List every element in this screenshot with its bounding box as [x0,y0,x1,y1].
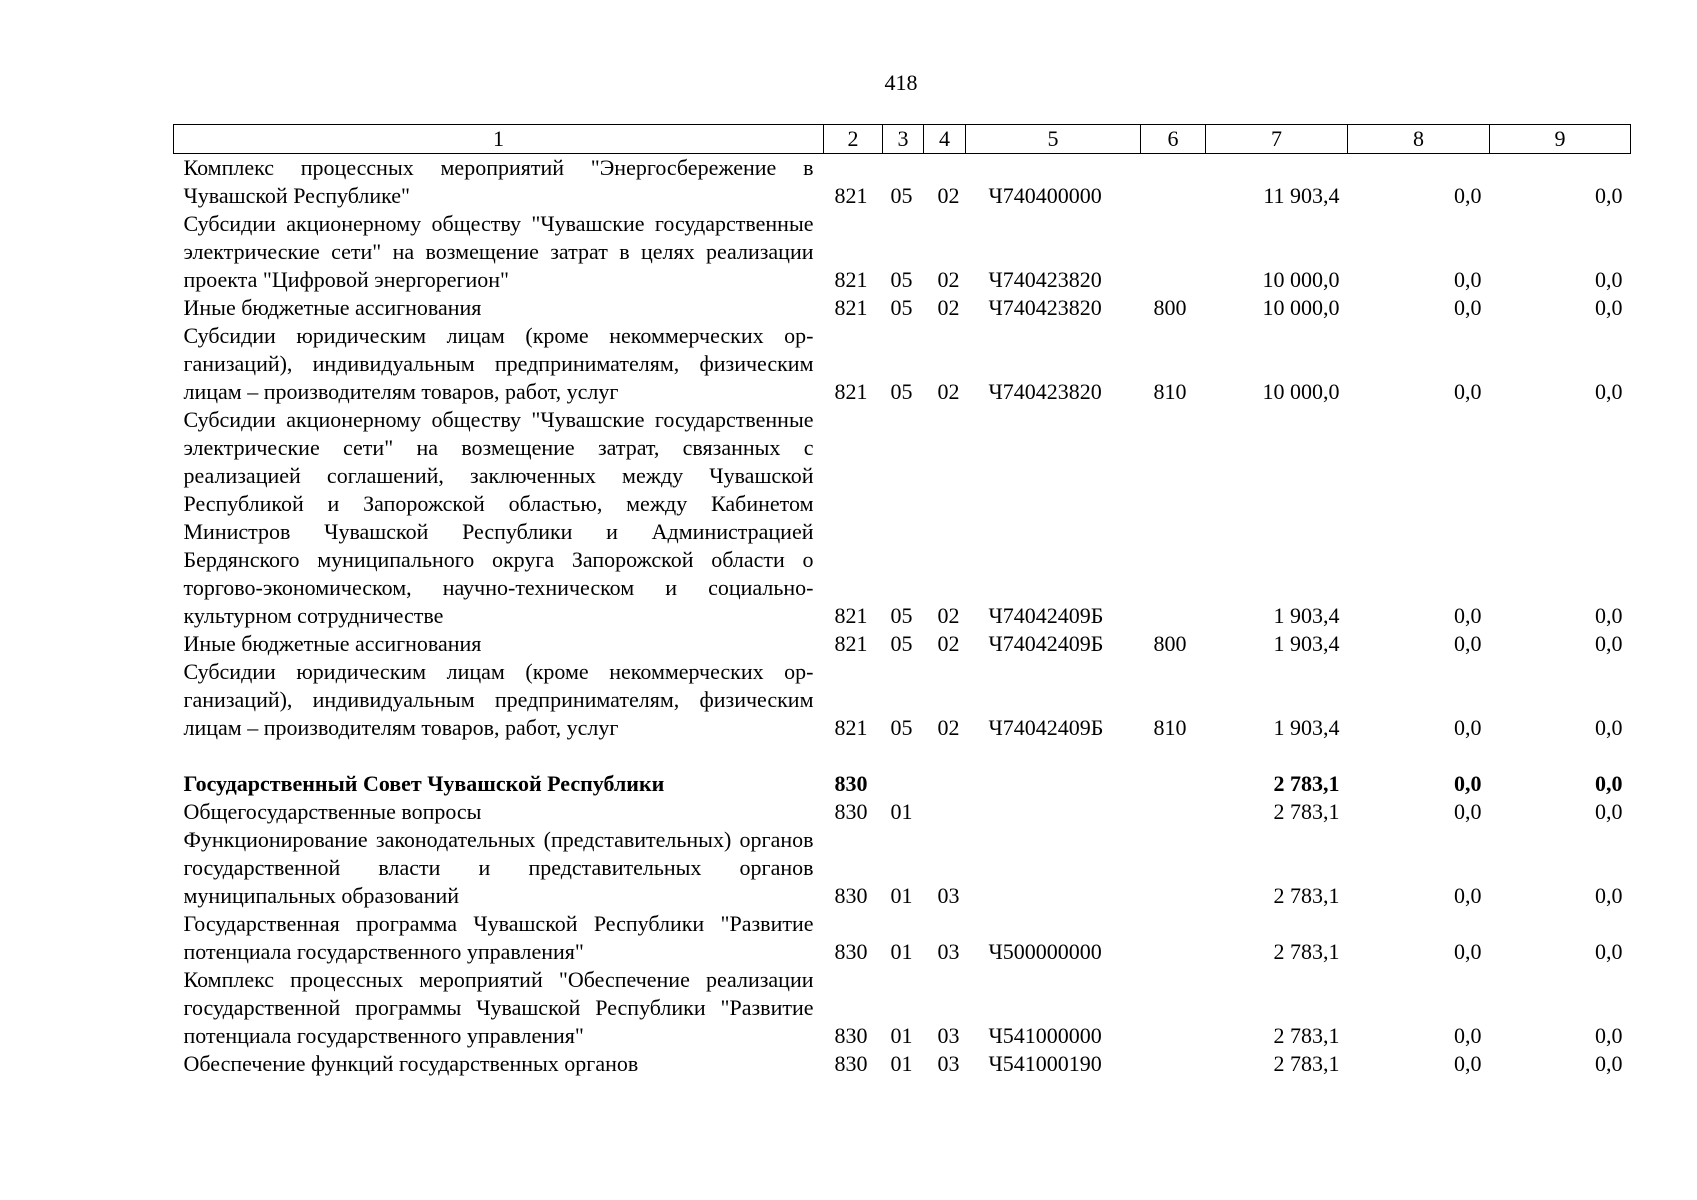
row-amount-col8: 0,0 [1454,715,1482,740]
row-amount-col9: 0,0 [1595,771,1623,796]
row-amount-col8: 0,0 [1454,631,1482,656]
header-col-9: 9 [1490,125,1631,154]
table-row [174,798,1631,826]
header-col-4: 4 [924,125,966,154]
row-amount-col8: 0,0 [1454,603,1482,628]
row-expense-type [1141,1050,1206,1078]
row-amount-col7: 2 783,1 [1273,1023,1340,1048]
row-subsection-code [924,770,966,798]
row-ved-code: 830 [834,771,868,796]
table-row [174,294,1631,322]
table-header [174,125,1631,154]
row-subsection-code: 02 [937,379,960,404]
table-row [174,210,1631,294]
table-row [174,1050,1631,1078]
row-target-article: Ч740423820 [988,295,1102,320]
row-amount-col7: 2 783,1 [1273,771,1340,796]
row-amount-col9: 0,0 [1595,183,1623,208]
row-expense-type: 800 [1153,295,1187,320]
row-amount-col9: 0,0 [1595,603,1623,628]
row-amount-col7: 10 000,0 [1262,295,1340,320]
row-section-code: 01 [890,883,913,908]
header-col-2: 2 [824,125,883,154]
row-subsection-code: 02 [937,631,960,656]
row-amount-col9: 0,0 [1595,295,1623,320]
table-row [174,658,1631,742]
row-name: Обеспечение функций государственных органов [183,1051,639,1076]
row-ved-code: 830 [834,939,868,964]
row-amount-col9: 0,0 [1595,715,1623,740]
row-target-article: Ч740423820 [988,267,1102,292]
row-target-article [966,770,1141,798]
row-section-code: 05 [890,295,913,320]
row-expense-type: 810 [1153,379,1187,404]
row-amount-col9: 0,0 [1595,1023,1623,1048]
row-ved-code: 821 [834,379,868,404]
row-subsection-code: 02 [937,295,960,320]
row-amount-col7: 1 903,4 [1273,715,1340,740]
row-name: Субсидии акционерному обществу "Чувашские государственные электрические сети" на возмещение затрат, связанных с реализацией соглашений, заключенных между Чувашской Республикой и Запорожской областью, между Кабинетом Министров Чувашской Республики и Администрацией Бердянского муниципального округа Запорожской области о торгово-экономическом, научно-техническом и социально-культурном сотрудничестве [183,407,814,628]
row-amount-col8: 0,0 [1454,295,1482,320]
row-amount-col7: 10 000,0 [1262,267,1340,292]
row-ved-code: 830 [834,799,868,824]
row-name: Государственный Совет Чувашской Республики [183,771,665,796]
row-ved-code: 821 [834,183,868,208]
row-ved-code: 821 [834,295,868,320]
row-section-code [883,770,924,798]
row-section-code: 05 [890,631,913,656]
row-amount-col9: 0,0 [1595,379,1623,404]
row-section-code: 05 [890,715,913,740]
header-col-3: 3 [883,125,924,154]
row-section-code: 05 [890,183,913,208]
row-amount-col8: 0,0 [1454,939,1482,964]
header-col-6: 6 [1141,125,1206,154]
row-target-article: Ч740400000 [988,183,1102,208]
table-body [174,154,1631,1079]
table-row [174,966,1631,1050]
row-amount-col7: 10 000,0 [1262,379,1340,404]
row-expense-type [1141,210,1206,294]
row-name: Субсидии юридическим лицам (кроме некоммерческих организаций), индивидуальным предпринимателям, физическим лицам – производителям товаров, работ, услуг [183,323,814,404]
row-amount-col7: 2 783,1 [1273,939,1340,964]
row-amount-col7: 1 903,4 [1273,631,1340,656]
header-col-5: 5 [966,125,1141,154]
row-amount-col9: 0,0 [1595,883,1623,908]
table-row [174,630,1631,658]
row-amount-col8: 0,0 [1454,799,1482,824]
row-section-code: 01 [890,939,913,964]
row-target-article: Ч500000000 [988,939,1102,964]
row-target-article: Ч74042409Б [988,631,1104,656]
row-subsection-code: 02 [937,183,960,208]
row-subsection-code: 02 [937,267,960,292]
row-ved-code: 821 [834,603,868,628]
row-target-article: Ч541000190 [988,1051,1102,1076]
row-ved-code: 821 [834,715,868,740]
row-amount-col9: 0,0 [1595,799,1623,824]
row-subsection-code: 03 [937,939,960,964]
row-subsection-code: 03 [937,1023,960,1048]
row-section-code: 01 [890,799,913,824]
page-number: 418 [884,70,918,95]
row-name: Государственная программа Чувашской Республики "Развитие потенциала государственного управления" [183,911,814,964]
row-amount-col7: 2 783,1 [1273,883,1340,908]
table-row [174,770,1631,798]
header-col-8: 8 [1348,125,1490,154]
row-subsection-code: 02 [937,715,960,740]
header-col-7: 7 [1206,125,1348,154]
header-col-1: 1 [174,125,824,154]
row-expense-type [1141,154,1206,211]
spacer-cell [174,742,1631,770]
row-name: Комплекс процессных мероприятий "Обеспечение реализации государственной программы Чувашской Республики "Развитие потенциала государственного управления" [183,967,814,1048]
row-expense-type [1141,910,1206,966]
row-ved-code: 830 [834,1023,868,1048]
row-amount-col8: 0,0 [1454,883,1482,908]
table-row [174,406,1631,630]
row-section-code: 05 [890,379,913,404]
row-amount-col9: 0,0 [1595,631,1623,656]
row-amount-col8: 0,0 [1454,771,1482,796]
table-row [174,322,1631,406]
row-target-article: Ч74042409Б [988,603,1104,628]
row-expense-type [1141,826,1206,910]
row-ved-code: 830 [834,1051,868,1076]
row-target-article: Ч541000000 [988,1023,1102,1048]
row-name: Субсидии акционерному обществу "Чувашские государственные электрические сети" на возмещение затрат в целях реализации проекта "Цифровой энергорегион" [183,211,814,292]
row-name: Функционирование законодательных (представительных) органов государственной власти и представительных органов муниципальных образований [183,827,814,908]
row-amount-col9: 0,0 [1595,1051,1623,1076]
row-name: Субсидии юридическим лицам (кроме некоммерческих организаций), индивидуальным предпринимателям, физическим лицам – производителям товаров, работ, услуг [183,659,814,740]
row-expense-type [1141,406,1206,630]
row-subsection-code [924,798,966,826]
row-amount-col8: 0,0 [1454,1051,1482,1076]
row-ved-code: 821 [834,631,868,656]
row-subsection-code: 03 [937,1051,960,1076]
row-subsection-code: 03 [937,883,960,908]
header-row [174,125,1631,154]
row-section-code: 01 [890,1023,913,1048]
row-expense-type [1141,966,1206,1050]
row-name: Общегосударственные вопросы [183,799,482,824]
budget-table [173,124,1631,1078]
row-amount-col8: 0,0 [1454,379,1482,404]
row-expense-type: 810 [1153,715,1187,740]
row-subsection-code: 02 [937,603,960,628]
table-row [174,910,1631,966]
row-expense-type [1141,770,1206,798]
row-expense-type [1141,798,1206,826]
row-target-article [966,826,1141,910]
row-amount-col8: 0,0 [1454,183,1482,208]
row-amount-col7: 2 783,1 [1273,799,1340,824]
row-expense-type: 800 [1153,631,1187,656]
row-amount-col8: 0,0 [1454,1023,1482,1048]
row-target-article: Ч74042409Б [988,715,1104,740]
table-row [174,826,1631,910]
row-ved-code: 821 [834,267,868,292]
row-ved-code: 830 [834,883,868,908]
table-row [174,154,1631,211]
row-target-article: Ч740423820 [988,379,1102,404]
row-amount-col7: 2 783,1 [1273,1051,1340,1076]
spacer-row [174,742,1631,770]
row-amount-col7: 11 903,4 [1263,183,1340,208]
row-amount-col8: 0,0 [1454,267,1482,292]
row-amount-col9: 0,0 [1595,267,1623,292]
row-name: Иные бюджетные ассигнования [183,295,482,320]
row-amount-col9: 0,0 [1595,939,1623,964]
row-section-code: 05 [890,603,913,628]
row-section-code: 05 [890,267,913,292]
row-target-article [966,798,1141,826]
row-name: Комплекс процессных мероприятий "Энергосбережение в Чувашской Республике" [183,155,814,208]
row-amount-col7: 1 903,4 [1273,603,1340,628]
row-section-code: 01 [890,1051,913,1076]
row-name: Иные бюджетные ассигнования [183,631,482,656]
